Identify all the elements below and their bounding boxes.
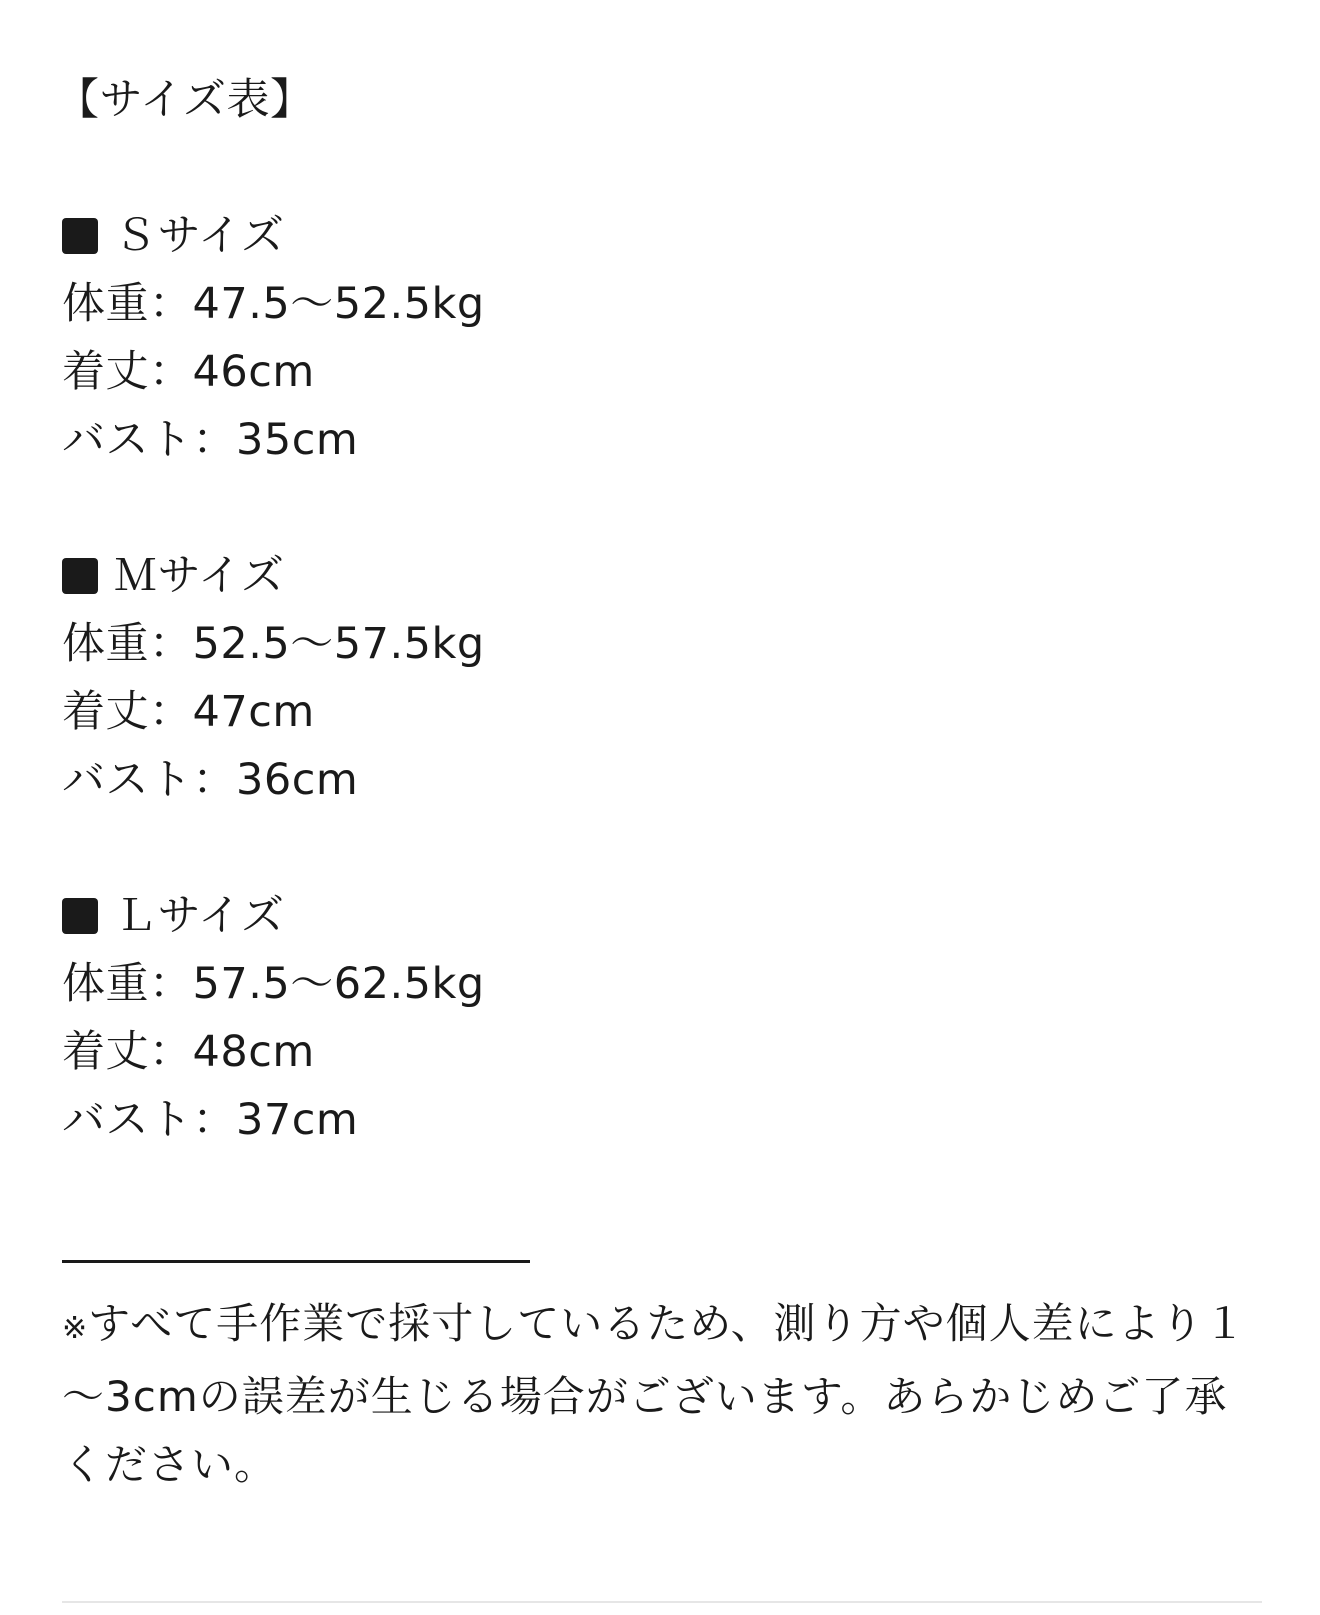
garment-length: 着丈：48cm xyxy=(62,1027,315,1077)
spacer xyxy=(62,134,1262,202)
weight-range: 体重：57.5～62.5kg xyxy=(62,959,485,1009)
black-square-icon xyxy=(62,898,98,934)
note-text: すべて手作業で採寸しているため、測り方や個人差により１～3cmの誤差が生じる場合がございます。あらかじめご了承ください。 xyxy=(62,1299,1247,1489)
bust-measurement: バスト：37cm xyxy=(62,1095,359,1145)
size-header xyxy=(62,202,1262,270)
bust-measurement: バスト：35cm xyxy=(62,415,359,465)
size-header xyxy=(62,882,1262,950)
spacer xyxy=(62,1154,1262,1222)
weight-range: 体重：52.5～57.5kg xyxy=(62,619,485,669)
spacer xyxy=(62,814,1262,882)
black-square-icon xyxy=(62,218,98,254)
garment-length: 着丈：46cm xyxy=(62,347,315,397)
spacer xyxy=(62,474,1262,542)
size-header xyxy=(62,542,1262,610)
size-chart xyxy=(56,66,1262,1499)
size-header-label: Ｍサイズ xyxy=(114,551,285,601)
page-title: 【サイズ表】 xyxy=(56,75,314,125)
size-header-label: Ｓサイズ xyxy=(114,211,285,261)
bottom-separator xyxy=(62,1601,1262,1603)
reference-mark-icon: ※ xyxy=(62,1311,89,1346)
black-square-icon xyxy=(62,558,98,594)
divider-row xyxy=(62,1222,1262,1290)
measurement-note xyxy=(62,1290,1262,1499)
size-header-label: Ｌサイズ xyxy=(114,891,285,941)
size-section-l xyxy=(62,882,1262,1154)
bust-measurement: バスト：36cm xyxy=(62,755,359,805)
horizontal-divider xyxy=(62,1260,530,1263)
garment-length: 着丈：47cm xyxy=(62,687,315,737)
size-section-m xyxy=(62,542,1262,814)
size-section-s xyxy=(62,202,1262,474)
weight-range: 体重：47.5～52.5kg xyxy=(62,279,485,329)
